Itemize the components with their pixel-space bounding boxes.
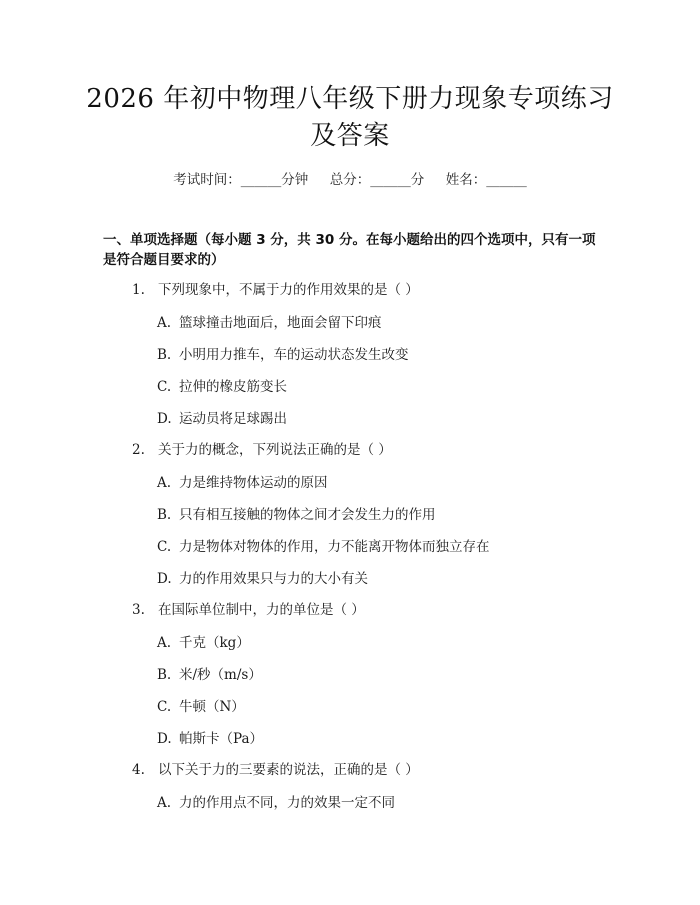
question-4 [132, 760, 419, 780]
question-2-option-b [157, 505, 436, 525]
option-text: 牛顿（N） [179, 699, 245, 715]
question-1-option-c [157, 377, 287, 397]
option-letter: D. [157, 731, 172, 747]
document-title-line-1: 2026 年初中物理八年级下册力现象专项练习 [86, 84, 614, 114]
question-text: 关于力的概念，下列说法正确的是（ ） [158, 442, 392, 458]
option-letter: B. [157, 667, 172, 683]
option-text: 米/秒（m/s） [179, 667, 262, 683]
question-number: 3. [132, 602, 145, 618]
option-text: 运动员将足球踢出 [179, 411, 287, 427]
question-1-option-a [157, 313, 382, 333]
question-number: 4. [132, 762, 145, 778]
option-text: 力的作用点不同，力的效果一定不同 [179, 795, 395, 811]
question-text: 以下关于力的三要素的说法，正确的是（ ） [158, 762, 419, 778]
option-letter: A. [157, 795, 172, 811]
question-1-option-d [157, 409, 287, 429]
option-letter: A. [157, 315, 172, 331]
option-letter: B. [157, 507, 172, 523]
question-2-option-c [157, 537, 490, 557]
question-3-option-a [157, 633, 250, 653]
question-2-option-d [157, 569, 368, 589]
section-heading-line-1: 一、单项选择题（每小题 3 分，共 30 分。在每小题给出的四个选项中，只有一项 [103, 232, 596, 248]
question-4-option-a [157, 793, 395, 813]
question-3-option-c [157, 697, 245, 717]
section-heading-line-2: 是符合题目要求的） [103, 252, 225, 268]
question-number: 2. [132, 442, 145, 458]
option-letter: C. [157, 379, 172, 395]
option-text: 帕斯卡（Pa） [179, 731, 264, 747]
option-letter: D. [157, 411, 172, 427]
option-text: 只有相互接触的物体之间才会发生力的作用 [179, 507, 436, 523]
question-3-option-d [157, 729, 263, 749]
option-text: 力是维持物体运动的原因 [179, 475, 328, 491]
option-letter: D. [157, 571, 172, 587]
question-3 [132, 600, 365, 620]
exam-info-line: 考试时间：______分钟 总分：______分 姓名：______ [173, 172, 527, 188]
option-text: 拉伸的橡皮筋变长 [179, 379, 287, 395]
option-letter: A. [157, 635, 172, 651]
question-1 [132, 280, 419, 300]
question-text: 在国际单位制中，力的单位是（ ） [158, 602, 365, 618]
option-text: 千克（kg） [179, 635, 250, 651]
option-letter: A. [157, 475, 172, 491]
option-text: 力是物体对物体的作用，力不能离开物体而独立存在 [179, 539, 490, 555]
question-number: 1. [132, 282, 145, 298]
document-title-line-2: 及答案 [310, 121, 390, 151]
option-letter: C. [157, 699, 172, 715]
option-letter: B. [157, 347, 172, 363]
question-text: 下列现象中，不属于力的作用效果的是（ ） [158, 282, 419, 298]
question-1-option-b [157, 345, 409, 365]
option-text: 小明用力推车，车的运动状态发生改变 [179, 347, 409, 363]
option-text: 篮球撞击地面后，地面会留下印痕 [179, 315, 382, 331]
option-text: 力的作用效果只与力的大小有关 [179, 571, 368, 587]
option-letter: C. [157, 539, 172, 555]
question-2 [132, 440, 392, 460]
question-2-option-a [157, 473, 328, 493]
question-3-option-b [157, 665, 262, 685]
